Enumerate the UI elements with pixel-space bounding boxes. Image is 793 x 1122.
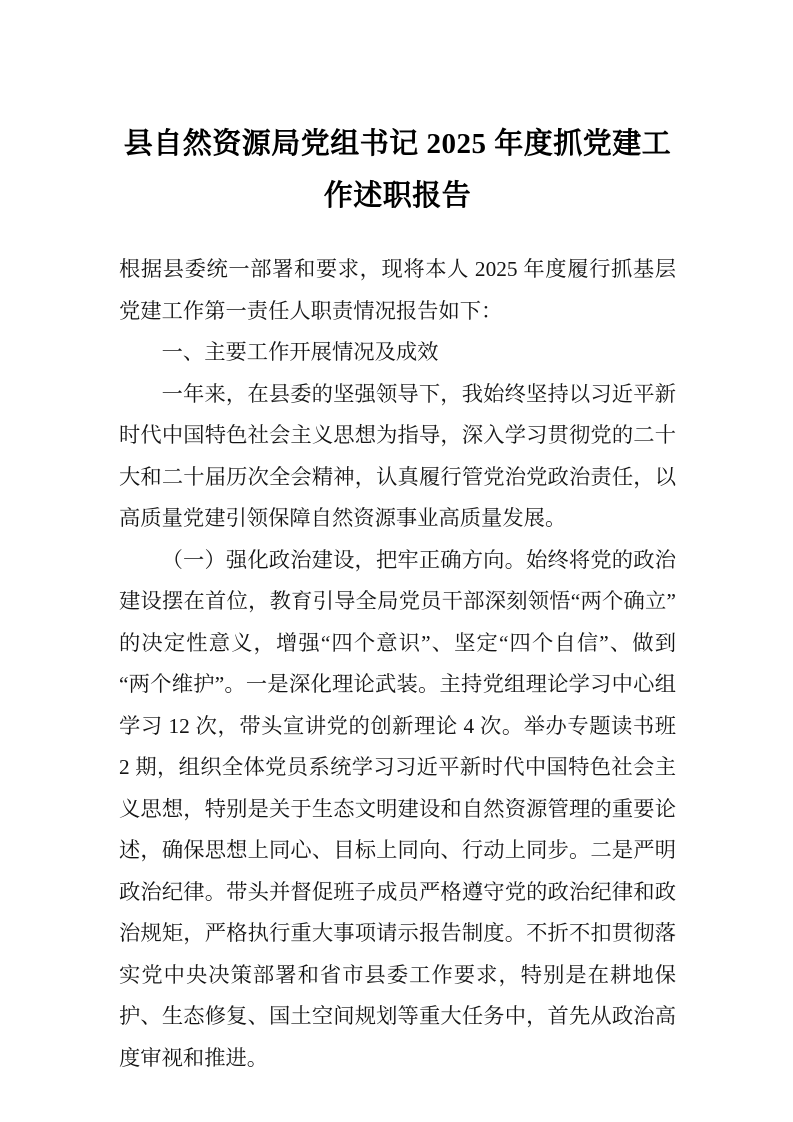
paragraph-political-building: （一）强化政治建设，把牢正确方向。始终将党的政治建设摆在首位，教育引导全局党员干部深刻领悟“两个确立”的决定性意义，增强“四个意识”、坚定“四个自信”、做到“两个维护”。一是深化理论武装。主持党组理论学习中心组学习 12 次，带头宣讲党的创新理论 4 次。举办专题读书班 2 期，组织全体党员系统学习习近平新时代中国特色社会主义思想，特别是关于生态文明建设和自然资源管理的重要论述，确保思想上同心、目标上同向、行动上同步。二是严明政治纪律。带头并督促班子成员严格遵守党的政治纪律和政治规矩，严格执行重大事项请示报告制度。不折不扣贯彻落实党中央决策部署和省市县委工作要求，特别是在耕地保护、生态修复、国土空间规划等重大任务中，首先从政治高度审视和推进。 [119,547,676,1070]
document-title: 县自然资源局党组书记 2025 年度抓党建工作述职报告 [123,128,672,212]
document-body [119,249,676,1079]
paragraph-overview: 一年来，在县委的坚强领导下，我始终坚持以习近平新时代中国特色社会主义思想为指导，深入学习贯彻党的二十大和二十届历次全会精神，认真履行管党治党政治责任，以高质量党建引领保障自然资源事业高质量发展。 [119,381,676,530]
section-heading: 一、主要工作开展情况及成效 [161,340,439,364]
paragraph-intro: 根据县委统一部署和要求，现将本人 2025 年度履行抓基层党建工作第一责任人职责情况报告如下： [119,257,676,323]
